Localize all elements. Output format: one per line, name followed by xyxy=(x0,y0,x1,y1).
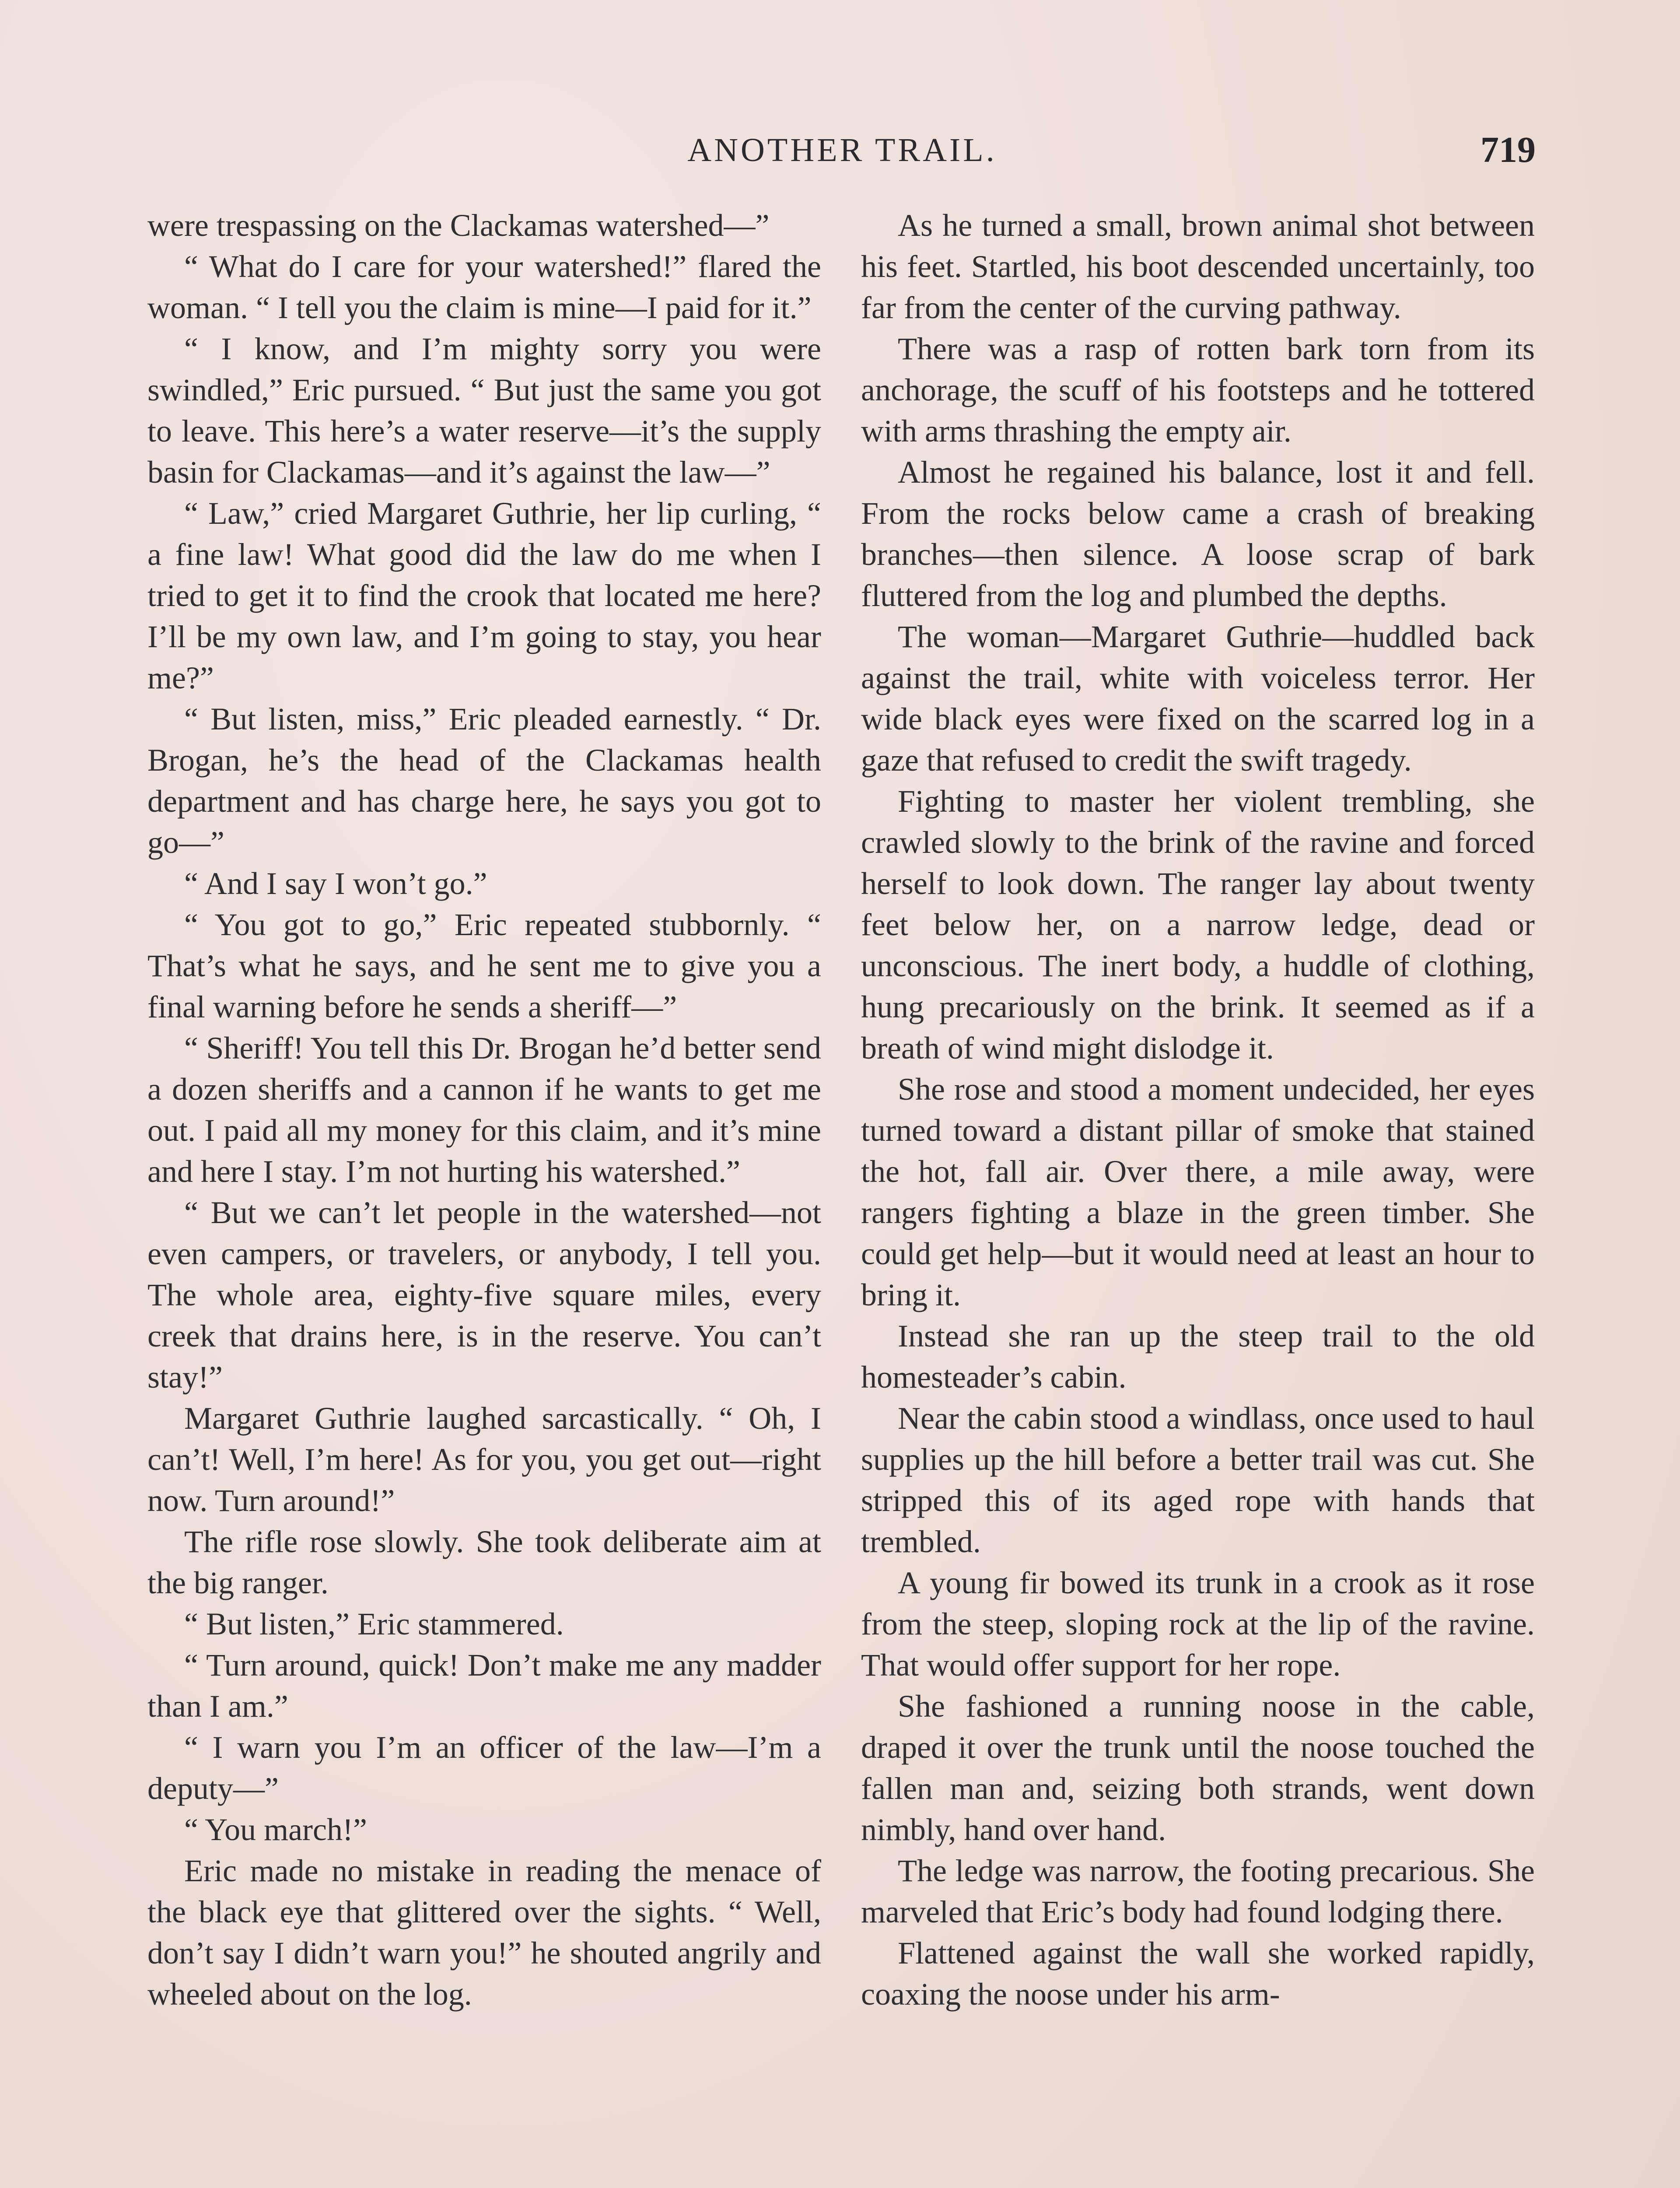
paragraph: Instead she ran up the steep trail to the old homesteader’s cabin. xyxy=(861,1318,1535,1395)
paragraph: were trespassing on the Clackamas watershed—” xyxy=(147,208,770,243)
paragraph: Margaret Guthrie laughed sarcastically. “ Oh, I can’t! Well, I’m here! As for you, you get out—right now. Turn around!” xyxy=(147,1401,821,1518)
paragraph: The woman—Margaret Guthrie—huddled back against the trail, white with voiceless terror. Her wide black eyes were fixed on the scarred log in a gaze that refused to credit the swift tragedy. xyxy=(861,619,1535,778)
paragraph: A young fir bowed its trunk in a crook as it rose from the steep, sloping rock at the lip of the ravine. That would offer support for her rope. xyxy=(861,1565,1535,1683)
paragraph: “ Turn around, quick! Don’t make me any madder than I am.” xyxy=(147,1648,821,1724)
paragraph: “ What do I care for your watershed!” flared the woman. “ I tell you the claim is mine—I paid for it.” xyxy=(147,249,821,325)
paragraph: “ But listen,” Eric stammered. xyxy=(184,1606,564,1641)
paragraph: “ But we can’t let people in the watershed—not even campers, or travelers, or anybody, I tell you. The whole area, eighty-five square miles, every creek that drains here, is in the reserve. You can’t stay!” xyxy=(147,1195,821,1395)
paragraph: The rifle rose slowly. She took deliberate aim at the big ranger. xyxy=(147,1524,821,1600)
paragraph: “ But listen, miss,” Eric pleaded earnestly. “ Dr. Brogan, he’s the head of the Clackamas health department and has charge here, he says you got to go—” xyxy=(147,701,821,860)
paragraph: Fighting to master her violent trembling, she crawled slowly to the brink of the ravine and forced herself to look down. The ranger lay about twenty feet below her, on a narrow ledge, dead or unconscious. The inert body, a huddle of clothing, hung precariously on the brink. It seemed as if a breath of wind might dislodge it. xyxy=(861,784,1535,1066)
paragraph: Eric made no mistake in reading the menace of the black eye that glittered over the sights. “ Well, don’t say I didn’t warn you!” he shouted angrily and wheeled about on the log. xyxy=(147,1853,821,2012)
paragraph: She rose and stood a moment undecided, her eyes turned toward a distant pillar of smoke that stained the hot, fall air. Over there, a mile away, were rangers fighting a blaze in the green timber. She could get help—but it would need at least an hour to bring it. xyxy=(861,1072,1535,1312)
paragraph: Near the cabin stood a windlass, once used to haul supplies up the hill before a better trail was cut. She stripped this of its aged rope with hands that trembled. xyxy=(861,1401,1535,1559)
paragraph: “ I know, and I’m mighty sorry you were swindled,” Eric pursued. “ But just the same you got to leave. This here’s a water reserve—it’s the supply basin for Clackamas—and it’s against the law—” xyxy=(147,331,821,490)
paragraph: Flattened against the wall she worked rapidly, coaxing the noose under his arm- xyxy=(861,1936,1535,2012)
paragraph: Almost he regained his balance, lost it and fell. From the rocks below came a crash of breaking branches—then silence. A loose scrap of bark fluttered from the log and plumbed the depths. xyxy=(861,455,1535,613)
paragraph: “ Sheriff! You tell this Dr. Brogan he’d better send a dozen sheriffs and a cannon if he wants to get me out. I paid all my money for this claim, and it’s mine and here I stay. I’m not hurting his watershed.” xyxy=(147,1031,821,1189)
paragraph: “ You got to go,” Eric repeated stubbornly. “ That’s what he says, and he sent me to give you a final warning before he sends a sheriff—” xyxy=(147,907,821,1024)
paragraph: “ Law,” cried Margaret Guthrie, her lip curling, “ a fine law! What good did the law do me when I tried to get it to find the crook that located me here? I’ll be my own law, and I’m going to stay, you hear me?” xyxy=(147,496,821,695)
running-head xyxy=(149,131,1536,184)
page-number: 719 xyxy=(1480,130,1536,170)
left-column xyxy=(147,205,821,2015)
paragraph: As he turned a small, brown animal shot between his feet. Startled, his boot descended uncertainly, too far from the center of the curving pathway. xyxy=(861,208,1535,325)
paragraph: There was a rasp of rotten bark torn from its anchorage, the scuff of his footsteps and he tottered with arms thrashing the empty air. xyxy=(861,331,1535,449)
paragraph: “ I warn you I’m an officer of the law—I’m a deputy—” xyxy=(147,1730,821,1806)
running-title: ANOTHER TRAIL. xyxy=(687,132,997,168)
paragraph: The ledge was narrow, the footing precarious. She marveled that Eric’s body had found lodging there. xyxy=(861,1853,1535,1929)
paragraph: “ And I say I won’t go.” xyxy=(184,866,487,901)
paragraph: She fashioned a running noose in the cable, draped it over the trunk until the noose touched the fallen man and, seizing both strands, went down nimbly, hand over hand. xyxy=(861,1689,1535,1847)
right-column xyxy=(861,205,1535,2015)
paragraph: “ You march!” xyxy=(184,1812,367,1847)
